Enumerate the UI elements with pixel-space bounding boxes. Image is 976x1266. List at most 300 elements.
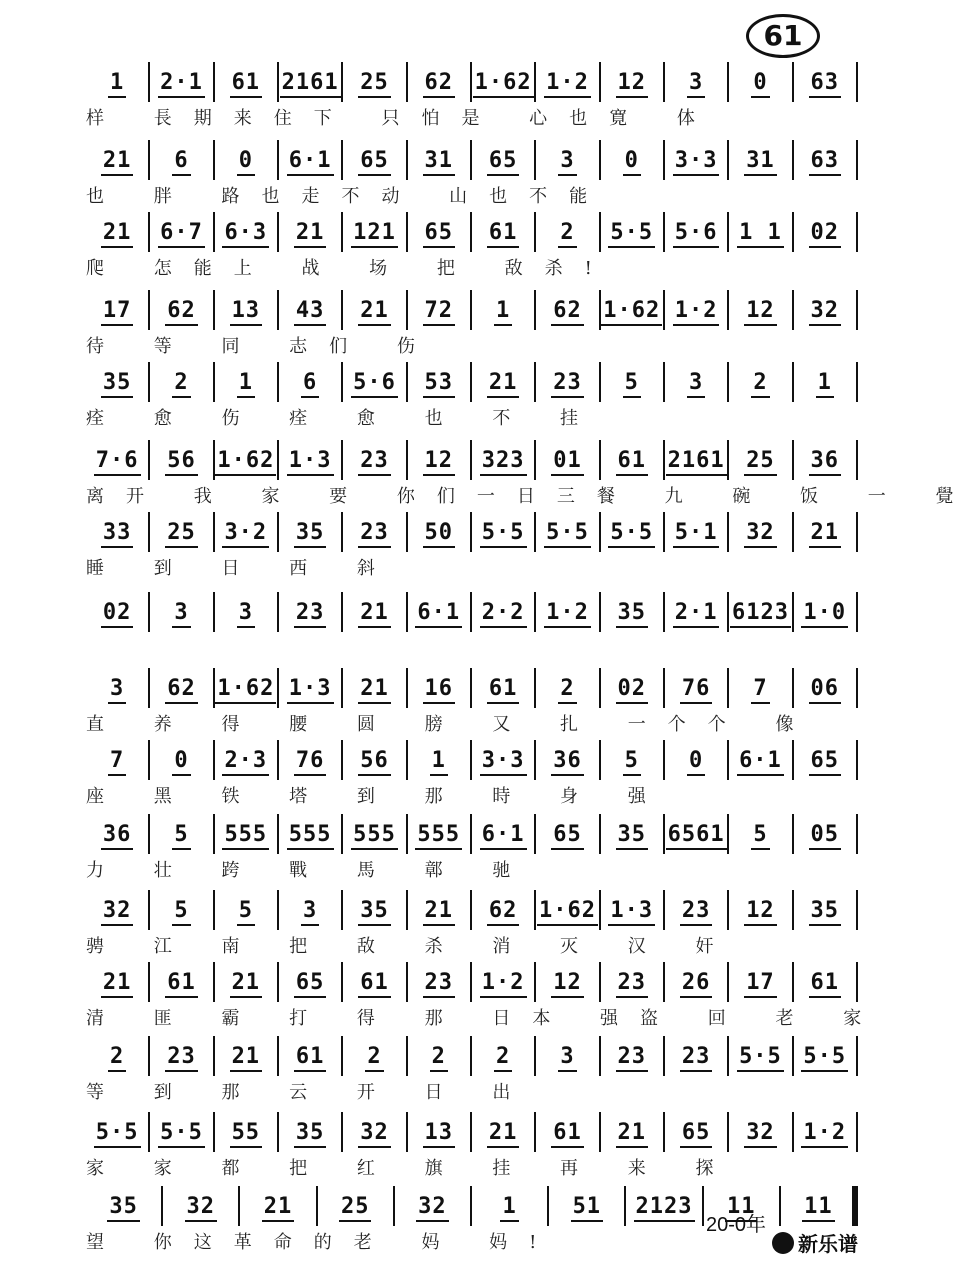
- measure: [792, 1112, 858, 1152]
- measure-notes: 32: [185, 1194, 218, 1222]
- measure-notes: 3: [301, 898, 319, 926]
- measure: [213, 668, 277, 708]
- measure: [663, 62, 727, 102]
- measure: [213, 512, 277, 552]
- measure-notes: 1: [816, 370, 834, 398]
- measure: [470, 212, 534, 252]
- measure: [534, 290, 598, 330]
- measure: [341, 62, 405, 102]
- measure: [341, 290, 405, 330]
- measure-notes: 25: [339, 1194, 372, 1222]
- measure: [663, 592, 727, 632]
- measure-notes: 121: [351, 220, 398, 248]
- measure: [792, 740, 858, 780]
- measure-notes: 62: [551, 298, 584, 326]
- measure: [663, 740, 727, 780]
- notes-row: [86, 140, 858, 180]
- measure-notes: 1 1: [737, 220, 784, 248]
- measure: [470, 290, 534, 330]
- measure: [341, 140, 405, 180]
- measure: [599, 362, 663, 402]
- measure: [792, 1036, 858, 1076]
- score-system: [86, 362, 858, 442]
- measure-notes: 16: [423, 676, 456, 704]
- measure-notes: 21: [358, 298, 391, 326]
- measure: [341, 740, 405, 780]
- measure: [547, 1186, 624, 1226]
- measure-notes: 555: [415, 822, 462, 850]
- notes-row: [86, 212, 858, 252]
- measure-notes: 3: [558, 148, 576, 176]
- measure-notes: 5: [623, 370, 641, 398]
- measure: [534, 1036, 598, 1076]
- measure-notes: 3: [687, 70, 705, 98]
- measure-notes: 5·6: [351, 370, 398, 398]
- measure: [727, 212, 791, 252]
- measure-notes: 1·2: [673, 298, 720, 326]
- measure: [341, 592, 405, 632]
- measure-notes: 21: [358, 600, 391, 628]
- measure-notes: 12: [423, 448, 456, 476]
- measure: [534, 740, 598, 780]
- measure: [213, 814, 277, 854]
- lyric-line: 力 壮 跨 戰 馬 鄣 驰: [86, 860, 533, 881]
- measure: [534, 140, 598, 180]
- measure: [792, 592, 858, 632]
- watermark-text: 新乐谱: [798, 1232, 858, 1256]
- measure-notes: 1: [237, 370, 255, 398]
- measure-notes: 56: [165, 448, 198, 476]
- score-system: [86, 962, 884, 1042]
- measure-notes: 6123: [730, 600, 791, 628]
- measure: [86, 1112, 148, 1152]
- measure: [599, 814, 663, 854]
- measure-notes: 5·5: [608, 520, 655, 548]
- measure-notes: 53: [423, 370, 456, 398]
- measure: [341, 890, 405, 930]
- measure-notes: 2·1: [673, 600, 720, 628]
- measure-notes: 6·1: [480, 822, 527, 850]
- measure: [534, 1112, 598, 1152]
- measure: [792, 140, 858, 180]
- score-system: [86, 890, 858, 970]
- measure-notes: 31: [744, 148, 777, 176]
- page-number: 61: [746, 14, 820, 58]
- measure-notes: 17: [744, 970, 777, 998]
- measure: [341, 1036, 405, 1076]
- measure-notes: 2·3: [222, 748, 269, 776]
- notes-row: [86, 290, 858, 330]
- measure: [599, 668, 663, 708]
- measure-notes: 02: [101, 600, 134, 628]
- measure-notes: 2·2: [480, 600, 527, 628]
- measure: [470, 440, 534, 480]
- measure: [663, 814, 727, 854]
- notes-row: [86, 1112, 858, 1152]
- score-system: [86, 814, 858, 894]
- measure-notes: 7: [108, 748, 126, 776]
- score-system: [86, 290, 858, 370]
- measure: [277, 512, 341, 552]
- measure: [779, 1186, 858, 1226]
- measure: [406, 962, 470, 1002]
- measure-notes: 2123: [634, 1194, 695, 1222]
- measure: [86, 740, 148, 780]
- measure-notes: 12: [744, 898, 777, 926]
- measure: [277, 290, 341, 330]
- measure-notes: 5·5: [480, 520, 527, 548]
- measure: [663, 212, 727, 252]
- measure-notes: 21: [230, 970, 263, 998]
- measure-notes: 1·2: [480, 970, 527, 998]
- measure-notes: 3: [687, 370, 705, 398]
- measure: [727, 1036, 791, 1076]
- measure-notes: 32: [809, 298, 842, 326]
- measure-notes: 21: [101, 970, 134, 998]
- measure-notes: 2: [558, 220, 576, 248]
- measure-notes: 1·62: [601, 298, 662, 326]
- measure-notes: 23: [680, 898, 713, 926]
- measure-notes: 51: [571, 1194, 604, 1222]
- measure-notes: 35: [101, 370, 134, 398]
- measure-notes: 23: [616, 970, 649, 998]
- measure: [470, 62, 534, 102]
- measure-notes: 62: [165, 676, 198, 704]
- measure: [727, 668, 791, 708]
- measure-notes: 61: [230, 70, 263, 98]
- measure-notes: 31: [423, 148, 456, 176]
- measure-notes: 21: [616, 1120, 649, 1148]
- measure: [599, 440, 663, 480]
- measure-notes: 25: [744, 448, 777, 476]
- measure: [599, 512, 663, 552]
- measure: [86, 814, 148, 854]
- measure: [341, 1112, 405, 1152]
- measure: [792, 962, 858, 1002]
- measure-notes: 3: [108, 676, 126, 704]
- measure-notes: 23: [358, 448, 391, 476]
- measure-notes: 63: [809, 70, 842, 98]
- measure-notes: 0: [237, 148, 255, 176]
- measure-notes: 5·1: [673, 520, 720, 548]
- measure-notes: 35: [107, 1194, 140, 1222]
- measure: [148, 1112, 212, 1152]
- measure-notes: 62: [487, 898, 520, 926]
- measure-notes: 76: [680, 676, 713, 704]
- measure: [599, 740, 663, 780]
- lyric-line: [86, 634, 858, 662]
- measure: [792, 362, 858, 402]
- measure: [599, 962, 663, 1002]
- measure: [406, 814, 470, 854]
- measure: [470, 668, 534, 708]
- measure: [86, 62, 148, 102]
- measure: [792, 668, 858, 708]
- measure-notes: 2: [494, 1044, 512, 1072]
- final-barline: [852, 1186, 858, 1226]
- measure-notes: 36: [809, 448, 842, 476]
- measure: [148, 1036, 212, 1076]
- measure: [406, 62, 470, 102]
- measure: [148, 962, 212, 1002]
- measure-notes: 5: [172, 898, 190, 926]
- measure-notes: 1·62: [215, 676, 276, 704]
- measure: [534, 962, 598, 1002]
- measure-notes: 5: [237, 898, 255, 926]
- measure-notes: 0: [751, 70, 769, 98]
- measure: [599, 1036, 663, 1076]
- measure-notes: 13: [423, 1120, 456, 1148]
- measure: [534, 62, 598, 102]
- measure: [213, 290, 277, 330]
- measure-notes: 1: [494, 298, 512, 326]
- lyric-line: 痊 愈 伤 痊 愈 也 不 挂: [86, 408, 601, 429]
- measure: [393, 1186, 470, 1226]
- measure-notes: 11: [802, 1194, 835, 1222]
- measure-notes: 02: [809, 220, 842, 248]
- score-system: [86, 440, 976, 520]
- measure: [470, 512, 534, 552]
- measure-notes: 5·5: [801, 1044, 848, 1072]
- measure-notes: 0: [623, 148, 641, 176]
- lyric-line: 睡 到 日 西 斜: [86, 558, 397, 579]
- measure: [341, 212, 405, 252]
- measure: [727, 62, 791, 102]
- score-system: [86, 512, 858, 592]
- notes-row: [86, 814, 858, 854]
- measure-notes: 2: [365, 1044, 383, 1072]
- measure: [727, 140, 791, 180]
- watermark-logo: [772, 1228, 858, 1257]
- measure-notes: 555: [222, 822, 269, 850]
- measure-notes: 6·1: [415, 600, 462, 628]
- measure-notes: 61: [487, 220, 520, 248]
- measure: [663, 362, 727, 402]
- measure-notes: 23: [616, 1044, 649, 1072]
- measure: [727, 1112, 791, 1152]
- measure-notes: 1·3: [287, 676, 334, 704]
- measure-notes: 2: [558, 676, 576, 704]
- measure-notes: 0: [687, 748, 705, 776]
- measure: [663, 890, 727, 930]
- measure-notes: 43: [294, 298, 327, 326]
- measure-notes: 61: [165, 970, 198, 998]
- measure: [238, 1186, 315, 1226]
- measure: [599, 62, 663, 102]
- measure: [727, 512, 791, 552]
- measure: [341, 814, 405, 854]
- measure-notes: 0: [172, 748, 190, 776]
- measure: [277, 740, 341, 780]
- measure: [341, 362, 405, 402]
- lyric-line: 望 你这革命的老 妈 妈!: [86, 1232, 559, 1253]
- measure-notes: 02: [616, 676, 649, 704]
- measure-notes: 32: [416, 1194, 449, 1222]
- measure-notes: 6: [301, 370, 319, 398]
- measure: [406, 1112, 470, 1152]
- measure-notes: 23: [294, 600, 327, 628]
- measure: [792, 814, 858, 854]
- measure-notes: 12: [551, 970, 584, 998]
- measure-notes: 76: [294, 748, 327, 776]
- measure-notes: 32: [744, 520, 777, 548]
- measure-notes: 35: [294, 520, 327, 548]
- measure-notes: 65: [294, 970, 327, 998]
- measure-notes: 323: [480, 448, 527, 476]
- measure-notes: 35: [616, 822, 649, 850]
- measure: [148, 140, 212, 180]
- measure-notes: 35: [358, 898, 391, 926]
- lyric-line: 家 家 都 把 红 旗 挂 再 来 探: [86, 1158, 736, 1179]
- measure-notes: 5: [623, 748, 641, 776]
- measure-notes: 35: [809, 898, 842, 926]
- measure-notes: 1·62: [473, 70, 534, 98]
- measure-notes: 1·3: [608, 898, 655, 926]
- measure-notes: 2: [172, 370, 190, 398]
- measure: [663, 1036, 727, 1076]
- measure: [148, 440, 212, 480]
- measure-notes: 6·3: [222, 220, 269, 248]
- measure: [213, 140, 277, 180]
- measure: [277, 212, 341, 252]
- measure: [213, 362, 277, 402]
- measure-notes: 21: [101, 220, 134, 248]
- measure: [86, 362, 148, 402]
- measure-notes: 5·6: [673, 220, 720, 248]
- measure: [86, 140, 148, 180]
- measure-notes: 1·0: [801, 600, 848, 628]
- measure-notes: 56: [358, 748, 391, 776]
- measure-notes: 32: [358, 1120, 391, 1148]
- measure-notes: 21: [262, 1194, 295, 1222]
- measure-notes: 63: [809, 148, 842, 176]
- measure: [86, 962, 148, 1002]
- logo-icon: [772, 1232, 794, 1254]
- notes-row: [86, 1036, 858, 1076]
- measure: [161, 1186, 238, 1226]
- score-system: [86, 62, 858, 142]
- measure: [277, 592, 341, 632]
- measure-notes: 62: [423, 70, 456, 98]
- measure: [277, 140, 341, 180]
- lyric-line: 骋 江 南 把 敌 杀 消 灭 汉 奸: [86, 936, 736, 957]
- lyric-line: 也 胖 路也走不动 山也不能: [86, 186, 610, 207]
- lyric-line: 等 到 那 云 开 日 出: [86, 1082, 533, 1103]
- notes-row: [86, 962, 858, 1002]
- measure: [599, 212, 663, 252]
- measure-notes: 61: [358, 970, 391, 998]
- measure: [534, 212, 598, 252]
- measure: [148, 212, 212, 252]
- measure: [470, 1036, 534, 1076]
- measure: [406, 592, 470, 632]
- measure-notes: 05: [809, 822, 842, 850]
- measure: [663, 512, 727, 552]
- measure-notes: 25: [165, 520, 198, 548]
- measure: [727, 814, 791, 854]
- score-system: [86, 740, 858, 820]
- measure-notes: 06: [809, 676, 842, 704]
- measure-notes: 1·2: [544, 70, 591, 98]
- measure-notes: 6·7: [158, 220, 205, 248]
- measure: [406, 1036, 470, 1076]
- measure-notes: 61: [616, 448, 649, 476]
- measure-notes: 17: [101, 298, 134, 326]
- lyric-line: 待 等 同 志们 伤: [86, 336, 437, 357]
- measure: [534, 440, 598, 480]
- measure-notes: 61: [551, 1120, 584, 1148]
- lyric-line: 直 养 得 腰 圆 膀 又 扎 一个个 像: [86, 714, 816, 735]
- measure: [277, 1112, 341, 1152]
- measure-notes: 21: [487, 370, 520, 398]
- measure-notes: 6·1: [737, 748, 784, 776]
- measure: [599, 290, 663, 330]
- measure-notes: 1·2: [801, 1120, 848, 1148]
- measure: [792, 440, 858, 480]
- measure-notes: 36: [551, 748, 584, 776]
- measure-notes: 21: [423, 898, 456, 926]
- measure: [277, 814, 341, 854]
- score-system: [86, 1036, 858, 1116]
- measure: [86, 890, 148, 930]
- measure: [341, 440, 405, 480]
- measure: [599, 1112, 663, 1152]
- measure: [727, 740, 791, 780]
- measure-notes: 61: [809, 970, 842, 998]
- measure-notes: 65: [809, 748, 842, 776]
- measure-notes: 25: [358, 70, 391, 98]
- measure-notes: 6561: [666, 822, 727, 850]
- notes-row: [86, 440, 858, 480]
- measure-notes: 1: [430, 748, 448, 776]
- measure: [406, 512, 470, 552]
- lyric-line: 离开 我 家 要 你们一日三餐 九 碗 饭 一 覺: [86, 486, 976, 507]
- measure: [663, 140, 727, 180]
- lyric-line: 样 長期来住下 只怕是 心也寛 体: [86, 108, 717, 129]
- measure-notes: 1: [108, 70, 126, 98]
- measure: [663, 668, 727, 708]
- measure: [213, 1036, 277, 1076]
- measure: [148, 62, 212, 102]
- measure: [534, 362, 598, 402]
- measure: [316, 1186, 393, 1226]
- measure-notes: 01: [551, 448, 584, 476]
- measure-notes: 3·3: [673, 148, 720, 176]
- measure: [470, 1186, 547, 1226]
- measure: [599, 140, 663, 180]
- measure-notes: 61: [487, 676, 520, 704]
- measure: [406, 290, 470, 330]
- measure-notes: 1·2: [544, 600, 591, 628]
- measure: [727, 440, 791, 480]
- measure: [792, 212, 858, 252]
- measure-notes: 21: [294, 220, 327, 248]
- measure-notes: 62: [165, 298, 198, 326]
- measure: [792, 512, 858, 552]
- measure-notes: 6·1: [287, 148, 334, 176]
- measure: [86, 668, 148, 708]
- measure: [663, 962, 727, 1002]
- measure: [148, 740, 212, 780]
- measure-notes: 65: [487, 148, 520, 176]
- measure-notes: 5·5: [544, 520, 591, 548]
- measure-notes: 1·62: [537, 898, 598, 926]
- measure: [148, 512, 212, 552]
- measure-notes: 7·6: [94, 448, 141, 476]
- measure-notes: 23: [358, 520, 391, 548]
- lyric-line: 爬 怎能上 战 场 把 敌杀!: [86, 258, 614, 279]
- measure-notes: 32: [744, 1120, 777, 1148]
